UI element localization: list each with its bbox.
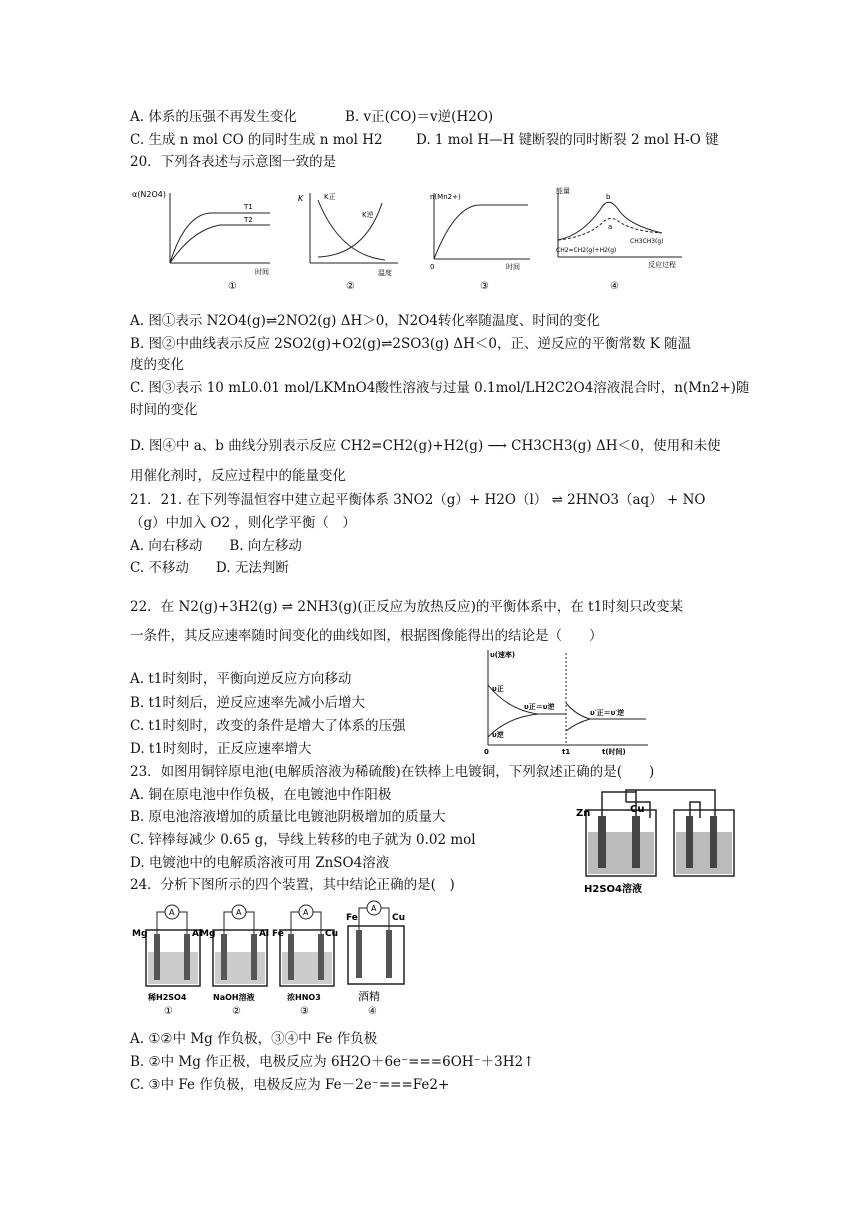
q21-stem-line1: 21．21. 在下列等温恒容中建立起平衡体系 3NO2（g）+ H2O（l） ⇌ 2HNO3（aq） + NO (130, 492, 706, 508)
q22-rate-graph (478, 645, 653, 757)
svg-text:Cu: Cu (392, 913, 406, 923)
svg-text:NaOH溶液: NaOH溶液 (213, 993, 255, 1002)
svg-text:②: ② (232, 1006, 241, 1017)
svg-text:稀H2SO4: 稀H2SO4 (148, 993, 187, 1002)
f4-a: a (608, 223, 613, 231)
q22-option-d: D. t1时刻时，正反应速率增大 (130, 741, 312, 757)
q23-solution-label: H2SO4溶液 (584, 884, 642, 895)
q22-option-b: B. t1时刻后，逆反应速率先减小后增大 (130, 695, 366, 711)
f1-xlabel: 时间 (255, 268, 269, 276)
q22-eq1: υ正＝υ逆 (524, 703, 555, 711)
q19-option-a: A. 体系的压强不再发生变化 (130, 109, 297, 125)
q23-cu-label: Cu (630, 804, 645, 815)
q22-t1: t1 (562, 748, 571, 756)
q24-option-c: C. ③中 Fe 作负极，电极反应为 Fe－2e⁻===Fe2+ (130, 1077, 450, 1093)
f4-product: CH3CH3(g) (630, 238, 664, 245)
q24-option-a: A. ①②中 Mg 作负极，③④中 Fe 作负极 (130, 1031, 378, 1047)
f1-num: ① (228, 281, 237, 292)
svg-text:A: A (236, 908, 242, 917)
q20-figure-2 (290, 185, 410, 295)
ammeter-icon: A (169, 908, 175, 917)
f3-xlabel: 时间 (506, 263, 520, 271)
q22-vrev: υ逆 (492, 731, 504, 739)
f4-b: b (606, 193, 611, 201)
svg-text:③: ③ (300, 1006, 309, 1017)
f3-num: ③ (480, 281, 489, 292)
f1-t1: T1 (244, 203, 253, 211)
q24-cell-3 (272, 905, 338, 1017)
f4-num: ④ (610, 281, 619, 292)
q19-option-b: B. v正(CO)＝v逆(H2O) (345, 109, 494, 125)
q20-option-b-line1: B. 图②中曲线表示反应 2SO2(g)+O2(g)⇌2SO3(g) ΔH＜0，正、逆反应的平衡常数 K 随温 (130, 336, 692, 352)
f3-ylabel: n(Mn2+) (430, 193, 461, 201)
f2-xlabel: 温度 (378, 269, 392, 277)
f3-origin: 0 (430, 263, 435, 271)
svg-text:Mg: Mg (200, 929, 216, 939)
q20-option-a: A. 图①表示 N2O4(g)⇌2NO2(g) ΔH＞0，N2O4转化率随温度、时间的变化 (130, 313, 600, 329)
q23-zn-label: Zn (576, 808, 591, 819)
q21-options-ab: A. 向右移动 B. 向左移动 (130, 538, 302, 554)
svg-text:④: ④ (368, 1006, 377, 1017)
q21-options-cd: C. 不移动 D. 无法判断 (130, 560, 289, 576)
f1-ylabel: α(N2O4) (132, 190, 166, 199)
svg-text:Fe: Fe (272, 929, 284, 939)
q22-eq2: υ′正＝υ′逆 (590, 709, 625, 717)
q24-stem: 24．分析下图所示的四个装置，其中结论正确的是( ) (130, 877, 455, 893)
f2-num: ② (346, 281, 355, 292)
q20-option-c-line1: C. 图③表示 10 mL0.01 mol/LKMnO4酸性溶液与过量 0.1mol/LH2C2O4溶液混合时，n(Mn2+)随 (130, 380, 750, 396)
q19-option-d: D. 1 mol H—H 键断裂的同时断裂 2 mol H-O 键 (416, 132, 719, 148)
q20-option-b-line2: 度的变化 (130, 357, 184, 373)
svg-text:Fe: Fe (346, 913, 358, 923)
q24-cell-1 (132, 905, 202, 1017)
q23-option-a: A. 铜在原电池中作负极，在电镀池中作阳极 (130, 787, 392, 803)
q20-option-d-line2: 用催化剂时，反应过程中的能量变化 (130, 468, 346, 484)
q20-stem: 20．下列各表述与示意图一致的是 (130, 154, 337, 170)
f2-kni: K逆 (362, 211, 374, 219)
q24-cells-figure (130, 900, 420, 1020)
q22-option-a: A. t1时刻时，平衡向逆反应方向移动 (130, 671, 352, 687)
q19-option-c: C. 生成 n mol CO 的同时生成 n mol H2 (130, 132, 383, 148)
f2-kzheng: K正 (324, 193, 336, 201)
svg-text:浓HNO3: 浓HNO3 (287, 993, 321, 1002)
q22-vfwd: υ正 (492, 685, 504, 693)
q20-option-c-line2: 时间的变化 (130, 402, 198, 418)
q24-cell-4 (346, 901, 405, 1017)
q22-origin: 0 (484, 748, 489, 756)
q22-stem-line1: 22．在 N2(g)+3H2(g) ⇌ 2NH3(g)(正反应为放热反应)的平衡体系中，在 t1时刻只改变某 (130, 599, 684, 615)
q23-option-b: B. 原电池溶液增加的质量比电镀池阴极增加的质量大 (130, 809, 446, 825)
q23-option-c: C. 锌棒每减少 0.65 g，导线上转移的电子就为 0.02 mol (130, 832, 476, 848)
q21-stem-line2: （g）中加入 O2 ，则化学平衡（ ） (130, 515, 356, 531)
q24-option-b: B. ②中 Mg 作正极，电极反应为 6H2O＋6e⁻===6OH⁻＋3H2↑ (130, 1054, 535, 1070)
svg-text:Al: Al (259, 929, 270, 939)
q23-stem: 23．如图用铜锌原电池(电解质溶液为稀硫酸)在铁棒上电镀铜，下列叙述正确的是( ) (130, 764, 655, 780)
svg-text:①: ① (164, 1006, 173, 1017)
q20-option-d-line1: D. 图④中 a、b 曲线分别表示反应 CH2=CH2(g)+H2(g) ⟶ CH3CH3(g) ΔH＜0，使用和未使 (130, 438, 721, 454)
f2-ylabel: K (298, 194, 304, 203)
q22-option-c: C. t1时刻时，改变的条件是增大了体系的压强 (130, 718, 406, 734)
q23-option-d: D. 电镀池中的电解质溶液可用 ZnSO4溶液 (130, 855, 390, 871)
q20-figure-4 (552, 185, 692, 295)
q22-xlabel: t(时间) (602, 748, 626, 756)
f4-xlabel: 反应过程 (648, 261, 676, 269)
q23-cell-figure (570, 788, 750, 896)
svg-text:酒精: 酒精 (358, 990, 380, 1003)
svg-text:A: A (371, 904, 377, 913)
f4-reactant: CH2=CH2(g)+H2(g) (556, 247, 617, 254)
q22-stem-line2: 一条件，其反应速率随时间变化的曲线如图，根据图像能得出的结论是（ ） (130, 628, 603, 644)
q24-cell-2 (200, 905, 269, 1017)
svg-text:Mg: Mg (132, 929, 148, 939)
q22-ylabel: υ(速率) (490, 651, 516, 659)
q20-figure-3 (420, 185, 540, 295)
f4-ylabel: 能量 (556, 187, 570, 195)
svg-text:Al: Al (192, 929, 203, 939)
q20-figure-1 (130, 185, 280, 295)
svg-text:A: A (303, 908, 309, 917)
svg-text:Cu: Cu (325, 929, 339, 939)
f1-t2: T2 (244, 216, 253, 224)
